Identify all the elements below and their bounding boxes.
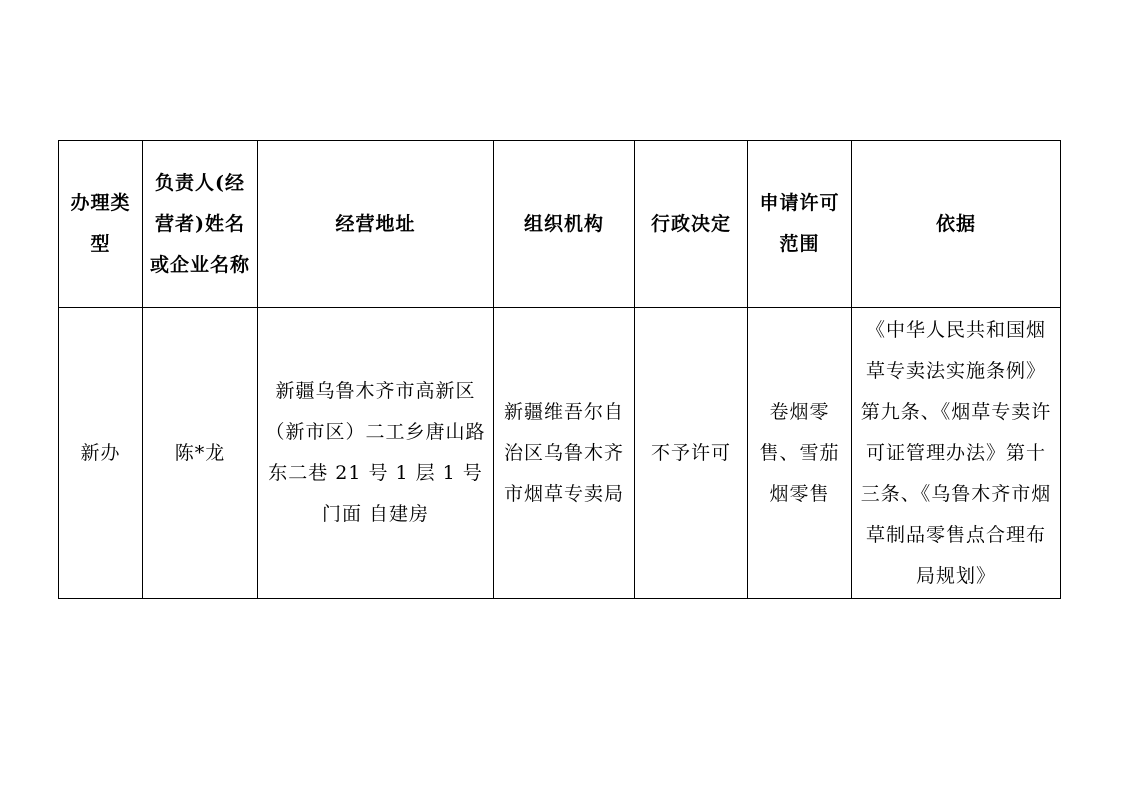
cell-handling-type: 新办	[59, 308, 143, 599]
cell-legal-basis: 《中华人民共和国烟草专卖法实施条例》第九条、《烟草专卖许可证管理办法》第十三条、《乌鲁木齐市烟草制品零售点合理布局规划》	[852, 308, 1061, 599]
header-business-address: 经营地址	[258, 141, 494, 308]
header-organization: 组织机构	[494, 141, 635, 308]
cell-organization: 新疆维吾尔自治区乌鲁木齐市烟草专卖局	[494, 308, 635, 599]
cell-business-address: 新疆乌鲁木齐市高新区（新市区）二工乡唐山路东二巷 21 号 1 层 1 号门面 自建房	[258, 308, 494, 599]
cell-administrative-decision: 不予许可	[635, 308, 748, 599]
header-legal-basis: 依据	[852, 141, 1061, 308]
cell-license-scope: 卷烟零售、雪茄烟零售	[748, 308, 852, 599]
table-row	[59, 308, 1061, 599]
permit-decision-table	[58, 140, 1061, 599]
cell-responsible-person: 陈*龙	[143, 308, 258, 599]
table-header-row	[59, 141, 1061, 308]
header-responsible-person: 负责人(经营者)姓名或企业名称	[143, 141, 258, 308]
header-administrative-decision: 行政决定	[635, 141, 748, 308]
header-license-scope: 申请许可范围	[748, 141, 852, 308]
header-handling-type: 办理类型	[59, 141, 143, 308]
